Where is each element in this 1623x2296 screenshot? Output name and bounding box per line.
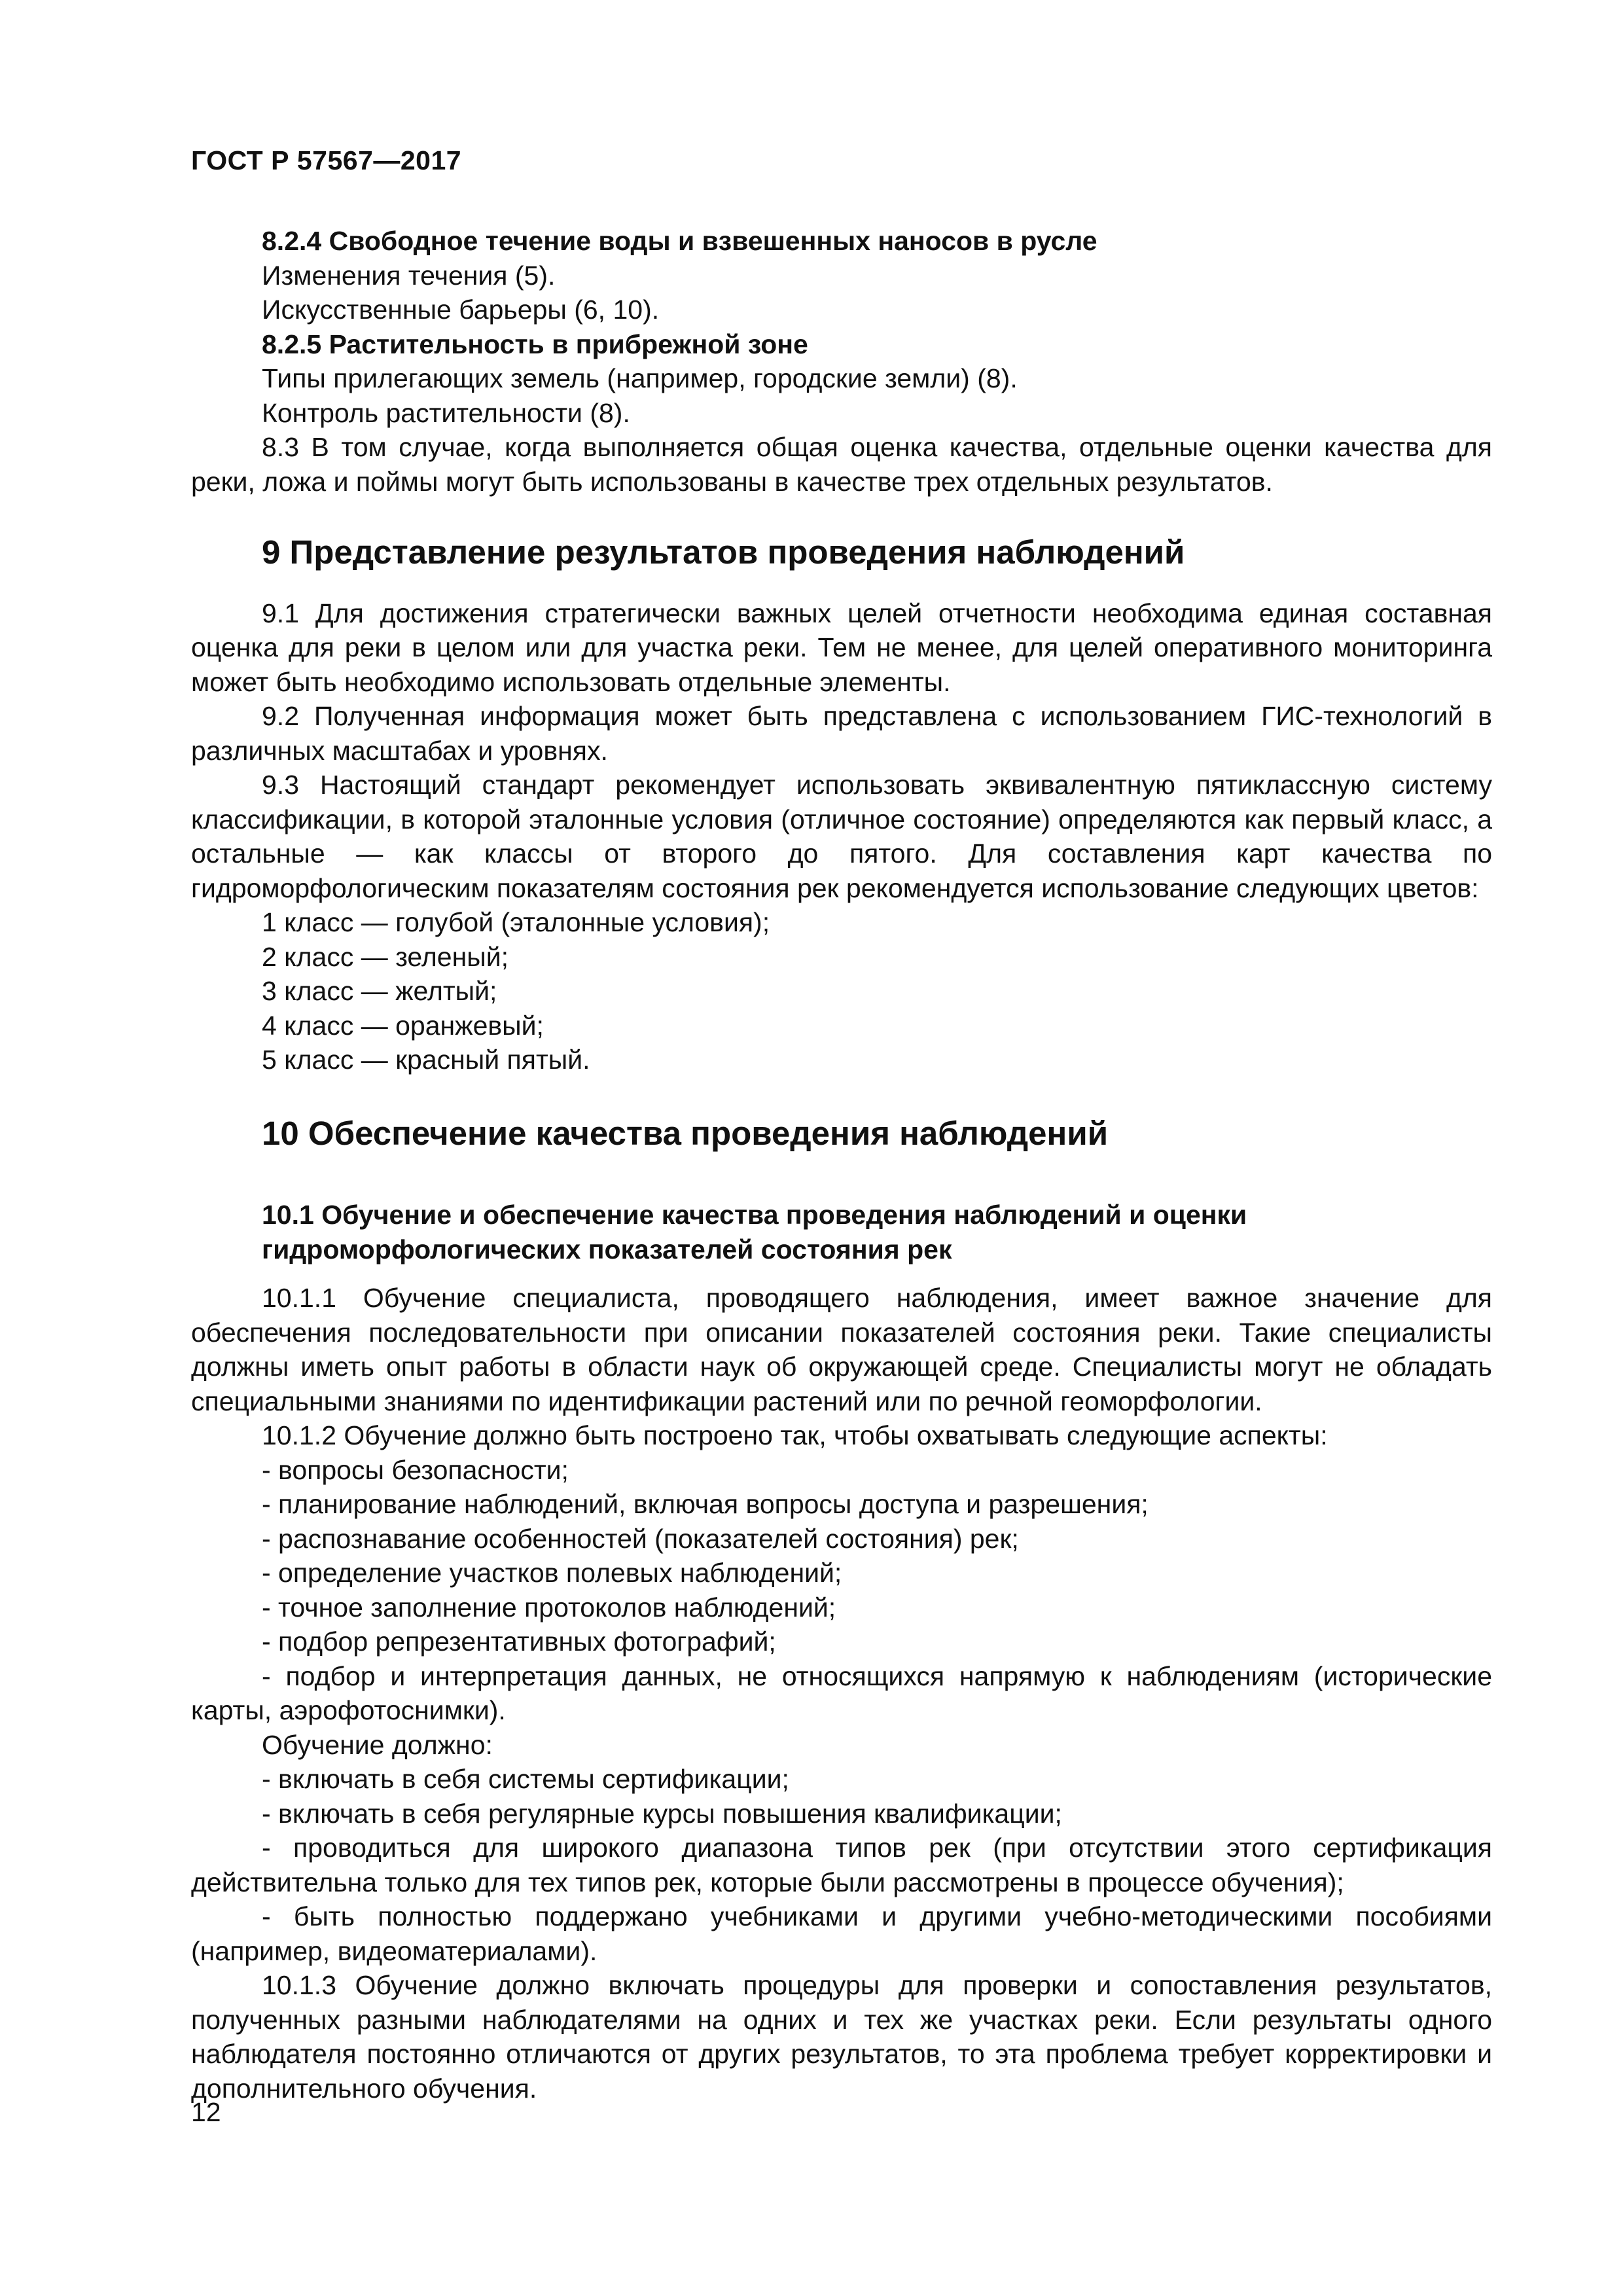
paragraph-8-3: 8.3 В том случае, когда выполняется общая оценка качества, отдельные оценки качества для реки, ложа и поймы могут быть использованы в качестве трех отдельных результатов.	[191, 432, 1492, 497]
aspect-item: - планирование наблюдений, включая вопросы доступа и разрешения;	[262, 1489, 1149, 1519]
class-color-item: 5 класс — красный пятый.	[262, 1045, 590, 1075]
class-color-item: 2 класс — зеленый;	[262, 941, 509, 972]
subsection-10-1-title: 10.1 Обучение и обеспечение качества проведения наблюдений и оценки	[262, 1200, 1247, 1230]
aspect-item: - точное заполнение протоколов наблюдений;	[262, 1592, 836, 1623]
training-item: - быть полностью поддержано учебниками и другими учебно-методическими пособиями (например, видеоматериалами).	[191, 1901, 1492, 1966]
paragraph-9-3: 9.3 Настоящий стандарт рекомендует использовать эквивалентную пятиклассную систему классификации, в которой эталонные условия (отличное состояние) определяются как первый класс, а остальные — как классы от второго до пятого. Для составления карт качества по гидроморфологическим показателям состояния рек рекомендуется использование следующих цветов:	[191, 770, 1492, 903]
class-color-item: 3 класс — желтый;	[262, 976, 497, 1006]
paragraph-10-1-3: 10.1.3 Обучение должно включать процедуры для проверки и сопоставления результатов, полученных разными наблюдателями на одних и тех же участках реки. Если результаты одного наблюдателя постоянно отличаются от других результатов, то эта проблема требует корректировки и дополнительного обучения.	[191, 1970, 1492, 2104]
subsection-10-1-title-cont: гидроморфологических показателей состояния рек	[262, 1234, 952, 1265]
section-10-heading: 10 Обеспечение качества проведения наблюдений	[262, 1114, 1109, 1152]
aspect-item: - подбор и интерпретация данных, не относящихся напрямую к наблюдениям (исторические карты, аэрофотоснимки).	[191, 1660, 1492, 1725]
aspect-item: - вопросы безопасности;	[262, 1454, 569, 1485]
section-9-heading: 9 Представление результатов проведения наблюдений	[262, 533, 1185, 571]
subsection-8-2-4-line: Изменения течения (5).	[262, 260, 556, 291]
aspect-item: - подбор репрезентативных фотографий;	[262, 1626, 776, 1657]
standard-designation: ГОСТ Р 57567—2017	[191, 145, 462, 175]
paragraph-9-2: 9.2 Полученная информация может быть представлена с использованием ГИС-технологий в различных масштабах и уровнях.	[191, 701, 1492, 766]
aspect-item: - распознавание особенностей (показателей состояния) рек;	[262, 1523, 1019, 1554]
training-item: - включать в себя системы сертификации;	[262, 1764, 789, 1794]
training-item: - проводиться для широкого диапазона типов рек (при отсутствии этого сертификация действительна только для тех типов рек, которые были рассмотрены в процессе обучения);	[191, 1833, 1492, 1897]
paragraph-10-1-1: 10.1.1 Обучение специалиста, проводящего наблюдения, имеет важное значение для обеспечения последовательности при описании показателей состояния реки. Такие специалисты должны иметь опыт работы в области наук об окружающей среде. Специалисты могут не обладать специальными знаниями по идентификации растений или по речной геоморфологии.	[191, 1283, 1492, 1416]
subsection-8-2-5-line: Контроль растительности (8).	[262, 397, 630, 428]
page-number: 12	[191, 2097, 221, 2127]
aspect-item: - определение участков полевых наблюдений;	[262, 1558, 842, 1588]
training-item: - включать в себя регулярные курсы повышения квалификации;	[262, 1798, 1062, 1829]
page-body	[191, 224, 1492, 2106]
training-intro: Обучение должно:	[262, 1729, 493, 1760]
paragraph-10-1-2: 10.1.2 Обучение должно быть построено так, чтобы охватывать следующие аспекты:	[262, 1420, 1328, 1450]
subsection-8-2-5-line: Типы прилегающих земель (например, городские земли) (8).	[262, 363, 1018, 393]
class-color-item: 4 класс — оранжевый;	[262, 1010, 544, 1041]
subsection-8-2-4-title: 8.2.4 Свободное течение воды и взвешенных наносов в русле	[262, 226, 1097, 256]
class-color-item: 1 класс — голубой (эталонные условия);	[262, 907, 770, 937]
paragraph-9-1: 9.1 Для достижения стратегически важных целей отчетности необходима единая составная оценка для реки в целом или для участка реки. Тем не менее, для целей оперативного мониторинга может быть необходимо использовать отдельные элементы.	[191, 598, 1492, 697]
subsection-8-2-5-title: 8.2.5 Растительность в прибрежной зоне	[262, 329, 808, 359]
subsection-8-2-4-line: Искусственные барьеры (6, 10).	[262, 295, 660, 325]
